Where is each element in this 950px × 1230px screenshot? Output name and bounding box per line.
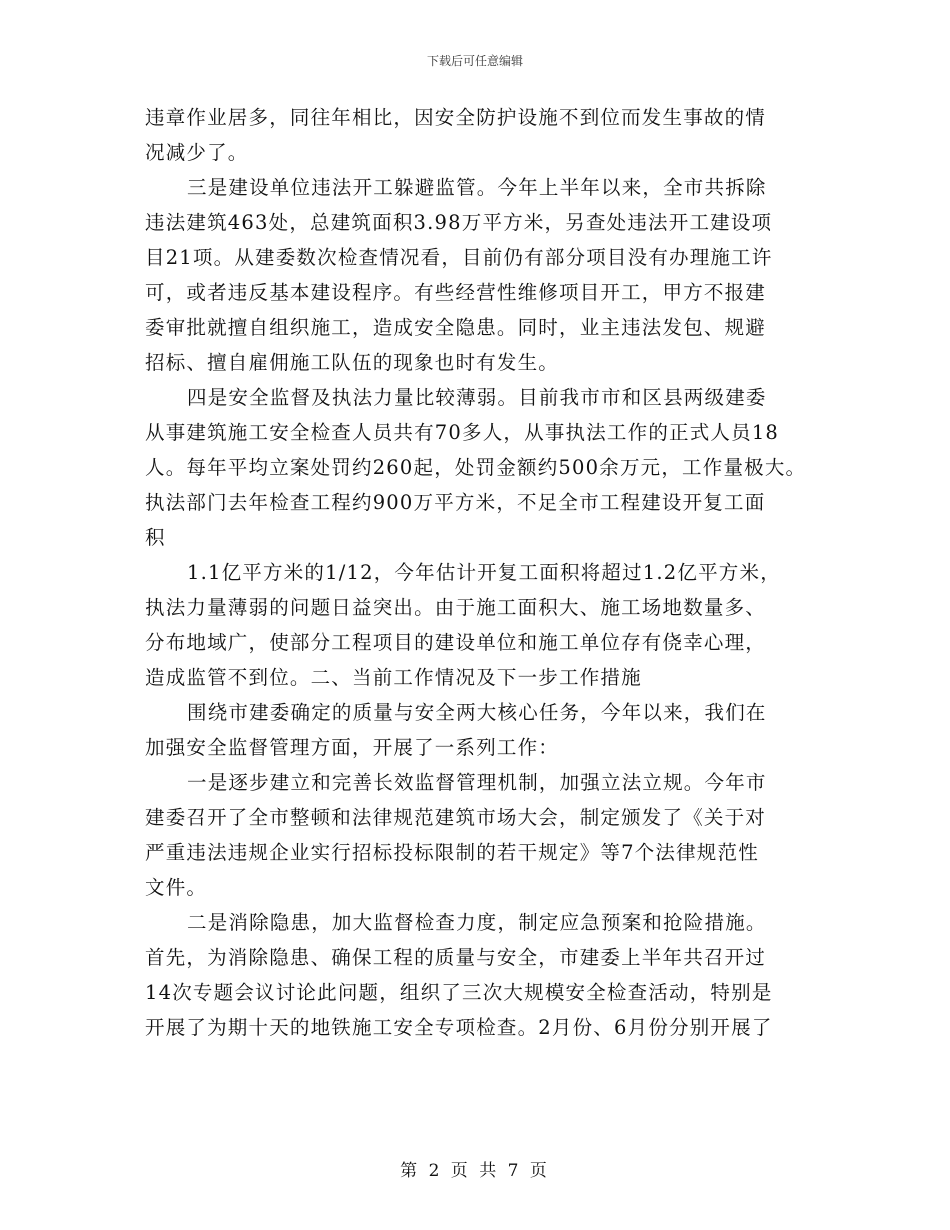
text-line: 执法力量薄弱的问题日益突出。由于施工面积大、施工场地数量多、 bbox=[145, 596, 767, 619]
text-line: 14次专题会议讨论此问题，组织了三次大规模安全检查活动，特别是 bbox=[145, 981, 773, 1004]
text-line: 1.1亿平方米的1/12，今年估计开复工面积将超过1.2亿平方米， bbox=[187, 561, 781, 584]
text-line: 三是建设单位违法开工躲避监管。今年上半年以来，全市共拆除 bbox=[187, 176, 767, 199]
text-line: 可，或者违反基本建设程序。有些经营性维修项目开工，甲方不报建 bbox=[145, 281, 767, 304]
text-line: 加强安全监督管理方面，开展了一系列工作： bbox=[145, 736, 560, 759]
text-line: 人。每年平均立案处罚约260起，处罚金额约500余万元，工作量极大。 bbox=[145, 456, 807, 479]
page-header: 下载后可任意编辑 bbox=[426, 54, 523, 68]
text-line: 首先，为消除隐患、确保工程的质量与安全，市建委上半年共召开过 bbox=[145, 946, 767, 969]
text-line: 积 bbox=[145, 526, 166, 549]
text-line: 建委召开了全市整顿和法律规范建筑市场大会，制定颁发了《关于对 bbox=[145, 806, 767, 829]
text-line: 违章作业居多，同往年相比，因安全防护设施不到位而发生事故的情 bbox=[145, 106, 767, 129]
text-line: 开展了为期十天的地铁施工安全专项检查。2月份、6月份分别开展了 bbox=[145, 1016, 773, 1039]
text-line: 委审批就擅自组织施工，造成安全隐患。同时，业主违法发包、规避 bbox=[145, 316, 767, 339]
text-line: 违法建筑463处，总建筑面积3.98万平方米，另查处违法开工建设项 bbox=[145, 211, 773, 234]
text-line: 招标、擅自雇佣施工队伍的现象也时有发生。 bbox=[145, 351, 560, 374]
text-line: 执法部门去年检查工程约900万平方米，不足全市工程建设开复工面 bbox=[145, 491, 766, 514]
page-footer: 第 2 页 共 7 页 bbox=[400, 1161, 550, 1181]
document-body bbox=[145, 100, 835, 1045]
text-line: 况减少了。 bbox=[145, 141, 249, 164]
text-line: 围绕市建委确定的质量与安全两大核心任务，今年以来，我们在 bbox=[187, 701, 767, 724]
text-line: 目21项。从建委数次检查情况看，目前仍有部分项目没有办理施工许 bbox=[145, 246, 773, 269]
text-line: 四是安全监督及执法力量比较薄弱。目前我市市和区县两级建委 bbox=[187, 386, 767, 409]
text-line: 一是逐步建立和完善长效监督管理机制，加强立法立规。今年市 bbox=[187, 771, 767, 794]
text-line: 分布地域广，使部分工程项目的建设单位和施工单位存有侥幸心理， bbox=[145, 631, 767, 654]
text-line: 二是消除隐患，加大监督检查力度，制定应急预案和抢险措施。 bbox=[187, 911, 767, 934]
text-line: 造成监管不到位。二、当前工作情况及下一步工作措施 bbox=[145, 666, 642, 689]
text-line: 从事建筑施工安全检查人员共有70多人，从事执法工作的正式人员18 bbox=[145, 421, 780, 444]
text-line: 文件。 bbox=[145, 876, 208, 899]
text-line: 严重违法违规企业实行招标投标限制的若干规定》等7个法律规范性 bbox=[145, 841, 759, 864]
